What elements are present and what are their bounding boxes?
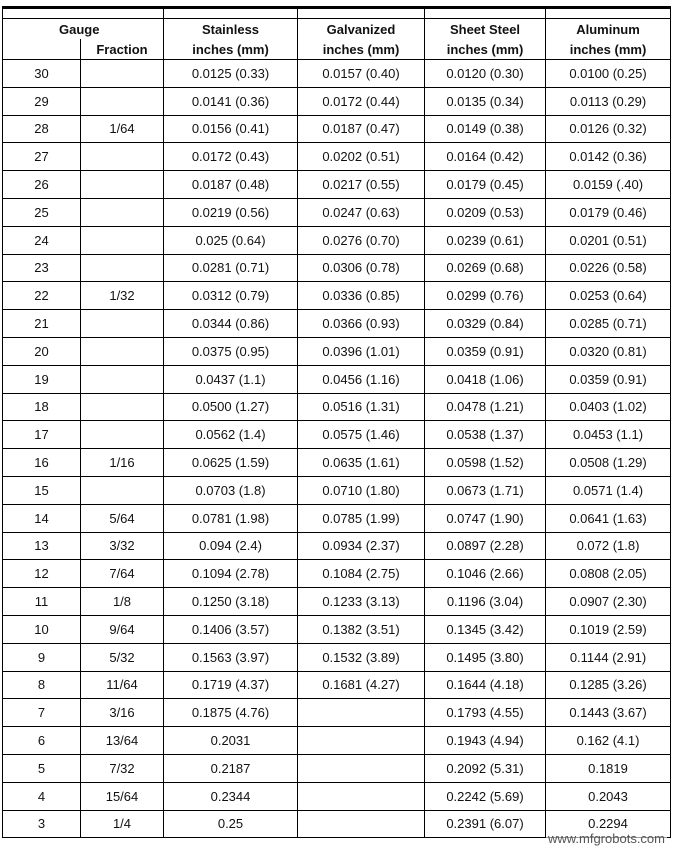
gauge-cell: 28: [3, 115, 81, 143]
gauge-cell: 22: [3, 282, 81, 310]
sheet-steel-cell: 0.0120 (0.30): [425, 60, 546, 88]
table-row: [3, 588, 671, 616]
sheet-steel-cell: 0.0478 (1.21): [425, 393, 546, 421]
sheet-steel-cell: 0.0538 (1.37): [425, 421, 546, 449]
fraction-cell: 11/64: [81, 671, 164, 699]
aluminum-cell: 0.1443 (3.67): [546, 699, 671, 727]
table-row: [3, 393, 671, 421]
sheet-steel-cell: 0.0135 (0.34): [425, 87, 546, 115]
stainless-cell: 0.2344: [164, 782, 298, 810]
gauge-cell: 27: [3, 143, 81, 171]
table-row: [3, 727, 671, 755]
table-row: [3, 671, 671, 699]
table-row: [3, 643, 671, 671]
header-gauge-blank: [3, 39, 81, 60]
galvanized-cell: 0.0157 (0.40): [298, 60, 425, 88]
sheet-steel-cell: 0.0209 (0.53): [425, 198, 546, 226]
fraction-cell: [81, 171, 164, 199]
header-galvanized-unit: inches (mm): [298, 39, 425, 60]
aluminum-cell: 0.2294: [546, 810, 671, 838]
gauge-cell: 8: [3, 671, 81, 699]
stainless-cell: 0.0625 (1.59): [164, 449, 298, 477]
aluminum-cell: 0.1144 (2.91): [546, 643, 671, 671]
table-row: [3, 310, 671, 338]
gauge-cell: 30: [3, 60, 81, 88]
aluminum-cell: 0.072 (1.8): [546, 532, 671, 560]
header-fraction: Fraction: [81, 39, 164, 60]
gauge-cell: 16: [3, 449, 81, 477]
fraction-cell: [81, 421, 164, 449]
fraction-cell: 1/32: [81, 282, 164, 310]
gauge-cell: 19: [3, 365, 81, 393]
table-row: [3, 337, 671, 365]
table-row: [3, 115, 671, 143]
aluminum-cell: 0.0320 (0.81): [546, 337, 671, 365]
fraction-cell: [81, 226, 164, 254]
table-row: [3, 782, 671, 810]
table-row: [3, 87, 671, 115]
table-row: [3, 476, 671, 504]
stainless-cell: 0.1563 (3.97): [164, 643, 298, 671]
sheet-steel-cell: 0.2242 (5.69): [425, 782, 546, 810]
fraction-cell: 5/32: [81, 643, 164, 671]
galvanized-cell: [298, 727, 425, 755]
stainless-cell: 0.0219 (0.56): [164, 198, 298, 226]
sheet-steel-cell: 0.1644 (4.18): [425, 671, 546, 699]
gauge-cell: 24: [3, 226, 81, 254]
galvanized-cell: 0.0247 (0.63): [298, 198, 425, 226]
galvanized-cell: 0.0575 (1.46): [298, 421, 425, 449]
aluminum-cell: 0.0100 (0.25): [546, 60, 671, 88]
galvanized-cell: 0.0635 (1.61): [298, 449, 425, 477]
galvanized-cell: 0.0187 (0.47): [298, 115, 425, 143]
stainless-cell: 0.1875 (4.76): [164, 699, 298, 727]
galvanized-cell: 0.1532 (3.89): [298, 643, 425, 671]
stainless-cell: 0.0312 (0.79): [164, 282, 298, 310]
gauge-cell: 9: [3, 643, 81, 671]
table-row: [3, 421, 671, 449]
stainless-cell: 0.0172 (0.43): [164, 143, 298, 171]
gauge-cell: 29: [3, 87, 81, 115]
sheet-steel-cell: 0.0149 (0.38): [425, 115, 546, 143]
header-stainless-unit: inches (mm): [164, 39, 298, 60]
gauge-cell: 4: [3, 782, 81, 810]
stainless-cell: 0.0125 (0.33): [164, 60, 298, 88]
gauge-cell: 18: [3, 393, 81, 421]
aluminum-cell: 0.0907 (2.30): [546, 588, 671, 616]
gauge-cell: 11: [3, 588, 81, 616]
galvanized-cell: [298, 754, 425, 782]
aluminum-cell: 0.1285 (3.26): [546, 671, 671, 699]
aluminum-cell: 0.0126 (0.32): [546, 115, 671, 143]
galvanized-cell: 0.0202 (0.51): [298, 143, 425, 171]
stainless-cell: 0.2187: [164, 754, 298, 782]
aluminum-cell: 0.1819: [546, 754, 671, 782]
galvanized-cell: 0.1382 (3.51): [298, 615, 425, 643]
stainless-cell: 0.1406 (3.57): [164, 615, 298, 643]
stainless-cell: 0.0281 (0.71): [164, 254, 298, 282]
aluminum-cell: 0.0808 (2.05): [546, 560, 671, 588]
header-aluminum-unit: inches (mm): [546, 39, 671, 60]
table-row: [3, 365, 671, 393]
table-row: [3, 226, 671, 254]
stainless-cell: 0.0562 (1.4): [164, 421, 298, 449]
aluminum-cell: 0.0403 (1.02): [546, 393, 671, 421]
table-row: [3, 143, 671, 171]
aluminum-cell: 0.0179 (0.46): [546, 198, 671, 226]
galvanized-cell: [298, 699, 425, 727]
aluminum-cell: 0.0159 (.40): [546, 171, 671, 199]
fraction-cell: 7/64: [81, 560, 164, 588]
watermark-text: www.mfgrobots.com: [547, 831, 665, 846]
stainless-cell: 0.1250 (3.18): [164, 588, 298, 616]
galvanized-cell: 0.1084 (2.75): [298, 560, 425, 588]
fraction-cell: 3/32: [81, 532, 164, 560]
stainless-cell: 0.25: [164, 810, 298, 838]
aluminum-cell: 0.0641 (1.63): [546, 504, 671, 532]
header-row-names: [3, 19, 671, 40]
galvanized-cell: 0.0276 (0.70): [298, 226, 425, 254]
header-aluminum: Aluminum: [546, 19, 671, 40]
sheet-steel-cell: 0.2391 (6.07): [425, 810, 546, 838]
stainless-cell: 0.1094 (2.78): [164, 560, 298, 588]
stainless-cell: 0.0437 (1.1): [164, 365, 298, 393]
sheet-steel-cell: 0.0329 (0.84): [425, 310, 546, 338]
galvanized-cell: 0.0456 (1.16): [298, 365, 425, 393]
stainless-cell: 0.0344 (0.86): [164, 310, 298, 338]
fraction-cell: [81, 143, 164, 171]
fraction-cell: [81, 198, 164, 226]
aluminum-cell: 0.0226 (0.58): [546, 254, 671, 282]
aluminum-cell: 0.0253 (0.64): [546, 282, 671, 310]
gauge-cell: 25: [3, 198, 81, 226]
stainless-cell: 0.2031: [164, 727, 298, 755]
stainless-cell: 0.0156 (0.41): [164, 115, 298, 143]
table-row: [3, 60, 671, 88]
fraction-cell: 9/64: [81, 615, 164, 643]
galvanized-cell: 0.0710 (1.80): [298, 476, 425, 504]
galvanized-cell: [298, 782, 425, 810]
galvanized-cell: 0.1233 (3.13): [298, 588, 425, 616]
sheet-steel-cell: 0.1793 (4.55): [425, 699, 546, 727]
header-sheet-steel-unit: inches (mm): [425, 39, 546, 60]
fraction-cell: [81, 365, 164, 393]
sheet-steel-cell: 0.1345 (3.42): [425, 615, 546, 643]
galvanized-cell: 0.0336 (0.85): [298, 282, 425, 310]
galvanized-cell: 0.0785 (1.99): [298, 504, 425, 532]
fraction-cell: 7/32: [81, 754, 164, 782]
fraction-cell: [81, 393, 164, 421]
sheet-steel-cell: 0.0239 (0.61): [425, 226, 546, 254]
galvanized-cell: 0.0934 (2.37): [298, 532, 425, 560]
sheet-steel-cell: 0.0598 (1.52): [425, 449, 546, 477]
gauge-cell: 17: [3, 421, 81, 449]
galvanized-cell: 0.0396 (1.01): [298, 337, 425, 365]
gauge-cell: 23: [3, 254, 81, 282]
sheet-steel-cell: 0.0418 (1.06): [425, 365, 546, 393]
fraction-cell: 5/64: [81, 504, 164, 532]
aluminum-cell: 0.0508 (1.29): [546, 449, 671, 477]
stainless-cell: 0.1719 (4.37): [164, 671, 298, 699]
stainless-cell: 0.0703 (1.8): [164, 476, 298, 504]
fraction-cell: 13/64: [81, 727, 164, 755]
fraction-cell: [81, 60, 164, 88]
stainless-cell: 0.025 (0.64): [164, 226, 298, 254]
stainless-cell: 0.0141 (0.36): [164, 87, 298, 115]
fraction-cell: 1/8: [81, 588, 164, 616]
fraction-cell: [81, 254, 164, 282]
stainless-cell: 0.094 (2.4): [164, 532, 298, 560]
fraction-cell: [81, 87, 164, 115]
gauge-cell: 15: [3, 476, 81, 504]
aluminum-cell: 0.0142 (0.36): [546, 143, 671, 171]
header-row-units: [3, 39, 671, 60]
table-row: [3, 532, 671, 560]
sheet-steel-cell: 0.1046 (2.66): [425, 560, 546, 588]
header-gauge: Gauge: [3, 19, 164, 40]
aluminum-cell: 0.0453 (1.1): [546, 421, 671, 449]
sheet-steel-cell: 0.0269 (0.68): [425, 254, 546, 282]
sheet-steel-cell: 0.0164 (0.42): [425, 143, 546, 171]
gauge-thickness-table: [2, 6, 671, 838]
sheet-steel-cell: 0.0747 (1.90): [425, 504, 546, 532]
stainless-cell: 0.0187 (0.48): [164, 171, 298, 199]
header-stainless: Stainless: [164, 19, 298, 40]
table-row: [3, 615, 671, 643]
fraction-cell: [81, 310, 164, 338]
fraction-cell: 1/4: [81, 810, 164, 838]
gauge-cell: 12: [3, 560, 81, 588]
galvanized-cell: 0.0516 (1.31): [298, 393, 425, 421]
header-sheet-steel: Sheet Steel: [425, 19, 546, 40]
stainless-cell: 0.0500 (1.27): [164, 393, 298, 421]
aluminum-cell: 0.0359 (0.91): [546, 365, 671, 393]
aluminum-cell: 0.1019 (2.59): [546, 615, 671, 643]
gauge-cell: 14: [3, 504, 81, 532]
galvanized-cell: 0.0306 (0.78): [298, 254, 425, 282]
aluminum-cell: 0.0113 (0.29): [546, 87, 671, 115]
sheet-steel-cell: 0.1495 (3.80): [425, 643, 546, 671]
table-row: [3, 282, 671, 310]
table-row: [3, 754, 671, 782]
gauge-cell: 3: [3, 810, 81, 838]
table-row: [3, 504, 671, 532]
gauge-cell: 26: [3, 171, 81, 199]
gauge-cell: 13: [3, 532, 81, 560]
galvanized-cell: 0.0172 (0.44): [298, 87, 425, 115]
stainless-cell: 0.0781 (1.98): [164, 504, 298, 532]
sheet-steel-cell: 0.0673 (1.71): [425, 476, 546, 504]
sheet-steel-cell: 0.0359 (0.91): [425, 337, 546, 365]
sheet-steel-cell: 0.2092 (5.31): [425, 754, 546, 782]
galvanized-cell: 0.0366 (0.93): [298, 310, 425, 338]
gauge-cell: 20: [3, 337, 81, 365]
fraction-cell: [81, 337, 164, 365]
gauge-cell: 6: [3, 727, 81, 755]
header-spacer-row: [3, 8, 671, 19]
fraction-cell: 1/64: [81, 115, 164, 143]
table-row: [3, 171, 671, 199]
sheet-steel-cell: 0.0897 (2.28): [425, 532, 546, 560]
stainless-cell: 0.0375 (0.95): [164, 337, 298, 365]
aluminum-cell: 0.0201 (0.51): [546, 226, 671, 254]
fraction-cell: 1/16: [81, 449, 164, 477]
table-row: [3, 198, 671, 226]
fraction-cell: 15/64: [81, 782, 164, 810]
sheet-steel-cell: 0.1943 (4.94): [425, 727, 546, 755]
sheet-steel-cell: 0.0179 (0.45): [425, 171, 546, 199]
aluminum-cell: 0.162 (4.1): [546, 727, 671, 755]
table-row: [3, 449, 671, 477]
galvanized-cell: 0.1681 (4.27): [298, 671, 425, 699]
fraction-cell: [81, 476, 164, 504]
table-row: [3, 254, 671, 282]
gauge-cell: 21: [3, 310, 81, 338]
sheet-steel-cell: 0.1196 (3.04): [425, 588, 546, 616]
aluminum-cell: 0.0571 (1.4): [546, 476, 671, 504]
sheet-steel-cell: 0.0299 (0.76): [425, 282, 546, 310]
table-row: [3, 560, 671, 588]
header-galvanized: Galvanized: [298, 19, 425, 40]
gauge-cell: 10: [3, 615, 81, 643]
galvanized-cell: [298, 810, 425, 838]
aluminum-cell: 0.0285 (0.71): [546, 310, 671, 338]
aluminum-cell: 0.2043: [546, 782, 671, 810]
gauge-cell: 5: [3, 754, 81, 782]
table-row: [3, 699, 671, 727]
galvanized-cell: 0.0217 (0.55): [298, 171, 425, 199]
fraction-cell: 3/16: [81, 699, 164, 727]
gauge-cell: 7: [3, 699, 81, 727]
